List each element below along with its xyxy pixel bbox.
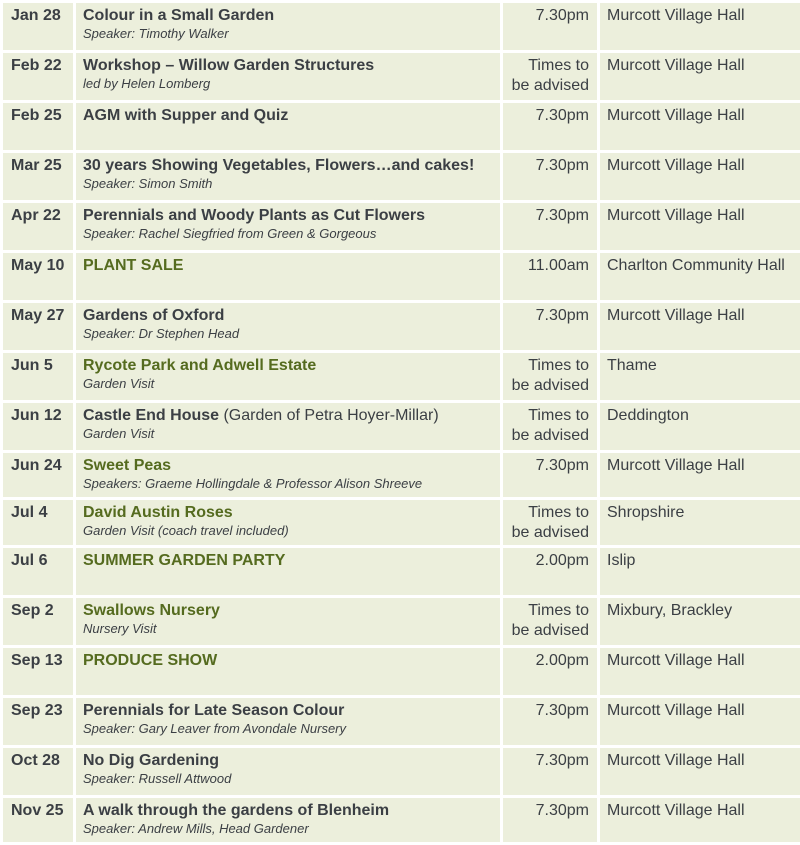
event-row <box>2 547 800 597</box>
event-title-text: Gardens of Oxford <box>83 307 224 324</box>
event-details <box>75 352 502 402</box>
event-details <box>75 2 502 52</box>
event-row <box>2 352 800 402</box>
event-row <box>2 202 800 252</box>
event-title-text: Perennials and Woody Plants as Cut Flowers <box>83 207 425 224</box>
event-title-note: (Garden of Petra Hoyer-Millar) <box>219 407 439 424</box>
event-title-text: Rycote Park and Adwell Estate <box>83 357 316 374</box>
event-date: Jul 6 <box>2 547 75 597</box>
event-date: Jul 4 <box>2 499 75 547</box>
event-title <box>83 6 494 26</box>
event-details <box>75 452 502 499</box>
event-time: Times to be advised <box>502 597 599 647</box>
event-time: 2.00pm <box>502 547 599 597</box>
event-row <box>2 102 800 152</box>
event-details <box>75 797 502 844</box>
event-title-text: A walk through the gardens of Blenheim <box>83 802 389 819</box>
event-title <box>83 551 494 571</box>
event-row <box>2 252 800 302</box>
event-title-text: Perennials for Late Season Colour <box>83 702 344 719</box>
event-subtitle: Speakers: Graeme Hollingdale & Professor Alison Shreeve <box>83 476 494 492</box>
event-time: 11.00am <box>502 252 599 302</box>
event-title-text: Colour in a Small Garden <box>83 7 274 24</box>
event-details <box>75 747 502 797</box>
event-time: 7.30pm <box>502 2 599 52</box>
event-title-text: Swallows Nursery <box>83 602 220 619</box>
event-subtitle: Garden Visit (coach travel included) <box>83 523 494 539</box>
event-date: May 10 <box>2 252 75 302</box>
event-title <box>83 206 494 226</box>
event-venue: Shropshire <box>599 499 800 547</box>
event-title-text: PRODUCE SHOW <box>83 652 217 669</box>
event-time: 2.00pm <box>502 647 599 697</box>
event-title-text: Workshop – Willow Garden Structures <box>83 57 374 74</box>
event-venue: Murcott Village Hall <box>599 452 800 499</box>
event-venue: Murcott Village Hall <box>599 102 800 152</box>
event-title <box>83 701 494 721</box>
event-date: Sep 23 <box>2 697 75 747</box>
event-venue: Deddington <box>599 402 800 452</box>
event-time: 7.30pm <box>502 102 599 152</box>
events-table-body <box>2 2 800 844</box>
event-subtitle: Speaker: Rachel Siegfried from Green & Gorgeous <box>83 226 494 242</box>
event-title <box>83 503 494 523</box>
event-time: 7.30pm <box>502 302 599 352</box>
event-date: Nov 25 <box>2 797 75 844</box>
event-date: Jun 24 <box>2 452 75 499</box>
event-subtitle: Garden Visit <box>83 426 494 442</box>
event-venue: Thame <box>599 352 800 402</box>
event-details <box>75 302 502 352</box>
event-subtitle: Speaker: Timothy Walker <box>83 26 494 42</box>
event-venue: Charlton Community Hall <box>599 252 800 302</box>
event-date: Mar 25 <box>2 152 75 202</box>
event-row <box>2 499 800 547</box>
event-title <box>83 456 494 476</box>
event-details <box>75 52 502 102</box>
event-subtitle: Garden Visit <box>83 376 494 392</box>
event-time: 7.30pm <box>502 452 599 499</box>
event-title <box>83 751 494 771</box>
event-date: Jan 28 <box>2 2 75 52</box>
event-subtitle: Speaker: Dr Stephen Head <box>83 326 494 342</box>
event-row <box>2 52 800 102</box>
event-date: May 27 <box>2 302 75 352</box>
event-date: Apr 22 <box>2 202 75 252</box>
event-details <box>75 202 502 252</box>
event-details <box>75 547 502 597</box>
event-row <box>2 597 800 647</box>
event-row <box>2 152 800 202</box>
event-venue: Murcott Village Hall <box>599 2 800 52</box>
event-details <box>75 597 502 647</box>
event-venue: Murcott Village Hall <box>599 152 800 202</box>
event-subtitle: Speaker: Andrew Mills, Head Gardener <box>83 821 494 837</box>
event-row <box>2 747 800 797</box>
event-subtitle: Speaker: Gary Leaver from Avondale Nursery <box>83 721 494 737</box>
event-title-text: PLANT SALE <box>83 257 183 274</box>
event-title <box>83 356 494 376</box>
event-date: Jun 12 <box>2 402 75 452</box>
event-row <box>2 452 800 499</box>
event-date: Oct 28 <box>2 747 75 797</box>
event-date: Jun 5 <box>2 352 75 402</box>
event-details <box>75 402 502 452</box>
event-date: Sep 13 <box>2 647 75 697</box>
event-venue: Murcott Village Hall <box>599 302 800 352</box>
event-venue: Murcott Village Hall <box>599 697 800 747</box>
event-subtitle: Speaker: Russell Attwood <box>83 771 494 787</box>
event-title <box>83 406 494 426</box>
event-subtitle: Speaker: Simon Smith <box>83 176 494 192</box>
event-title <box>83 256 494 276</box>
event-title-text: AGM with Supper and Quiz <box>83 107 288 124</box>
event-details <box>75 102 502 152</box>
event-details <box>75 252 502 302</box>
event-details <box>75 647 502 697</box>
event-details <box>75 499 502 547</box>
event-date: Feb 25 <box>2 102 75 152</box>
event-title-text: David Austin Roses <box>83 504 233 521</box>
event-title-text: Sweet Peas <box>83 457 171 474</box>
event-row <box>2 402 800 452</box>
event-title <box>83 106 494 126</box>
event-title <box>83 156 494 176</box>
event-venue: Murcott Village Hall <box>599 202 800 252</box>
event-venue: Murcott Village Hall <box>599 797 800 844</box>
event-title <box>83 306 494 326</box>
event-venue: Islip <box>599 547 800 597</box>
event-time: 7.30pm <box>502 202 599 252</box>
event-title <box>83 651 494 671</box>
event-time: Times to be advised <box>502 352 599 402</box>
event-row <box>2 302 800 352</box>
event-venue: Mixbury, Brackley <box>599 597 800 647</box>
event-row <box>2 797 800 844</box>
event-venue: Murcott Village Hall <box>599 647 800 697</box>
event-title-text: No Dig Gardening <box>83 752 219 769</box>
event-venue: Murcott Village Hall <box>599 52 800 102</box>
event-venue: Murcott Village Hall <box>599 747 800 797</box>
event-time: 7.30pm <box>502 747 599 797</box>
event-row <box>2 647 800 697</box>
event-title <box>83 601 494 621</box>
event-title-text: Castle End House <box>83 407 219 424</box>
event-subtitle: Nursery Visit <box>83 621 494 637</box>
event-date: Feb 22 <box>2 52 75 102</box>
event-time: 7.30pm <box>502 797 599 844</box>
event-title <box>83 801 494 821</box>
event-title <box>83 56 494 76</box>
event-row <box>2 2 800 52</box>
event-title-text: SUMMER GARDEN PARTY <box>83 552 285 569</box>
event-details <box>75 152 502 202</box>
event-time: Times to be advised <box>502 499 599 547</box>
event-time: 7.30pm <box>502 152 599 202</box>
event-time: Times to be advised <box>502 402 599 452</box>
event-time: 7.30pm <box>502 697 599 747</box>
event-title-text: 30 years Showing Vegetables, Flowers…and cakes! <box>83 157 474 174</box>
event-subtitle: led by Helen Lomberg <box>83 76 494 92</box>
event-details <box>75 697 502 747</box>
event-row <box>2 697 800 747</box>
event-date: Sep 2 <box>2 597 75 647</box>
event-time: Times to be advised <box>502 52 599 102</box>
